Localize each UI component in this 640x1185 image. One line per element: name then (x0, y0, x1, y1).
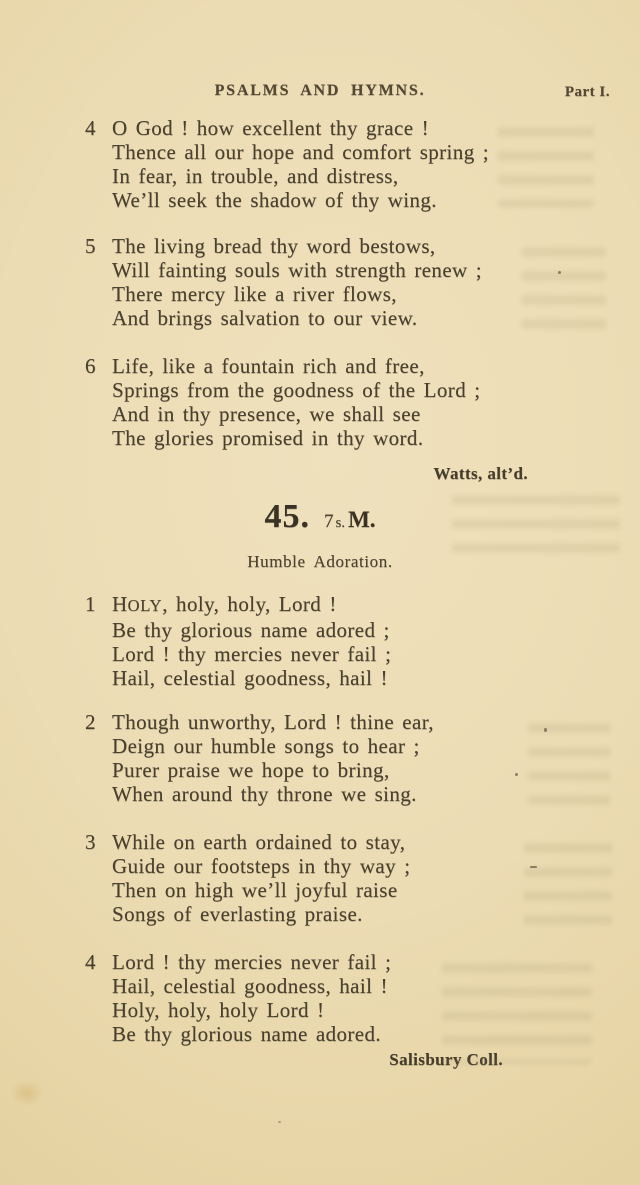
show-through-artifact (522, 240, 606, 332)
verse-line: O God ! how excellent thy grace ! (112, 116, 430, 140)
verse-number: 4 (85, 950, 96, 974)
prev-hymn-verse-6 (85, 354, 480, 450)
verse-line: Holy, holy, holy Lord ! (112, 998, 325, 1022)
verse-line: And brings salvation to our view. (112, 306, 418, 330)
verse-line-rest: , holy, holy, Lord ! (162, 592, 337, 616)
verse-line: Be thy glorious name adored. (112, 1022, 382, 1046)
verse-line: Lord ! thy mercies never fail ; (112, 950, 392, 974)
verse-line: Then on high we’ll joyful raise (112, 878, 398, 902)
prev-hymn-verse-4 (85, 116, 489, 212)
smallcaps-initial: H (112, 592, 128, 616)
verse-number: 5 (85, 234, 96, 258)
verse-number: 4 (85, 116, 96, 140)
verse-line: We’ll seek the shadow of thy wing. (112, 188, 437, 212)
ink-speck (515, 773, 518, 776)
show-through-artifact (498, 120, 594, 208)
verse-lines (112, 950, 391, 1046)
show-through-artifact (528, 716, 610, 814)
ink-speck (278, 1121, 281, 1123)
verse-lines (112, 830, 410, 926)
verse-line: Springs from the goodness of the Lord ; (112, 378, 481, 402)
verse-line: While on earth ordained to stay, (112, 830, 406, 854)
running-title: PSALMS AND HYMNS. (214, 82, 426, 99)
show-through-artifact (524, 836, 612, 934)
verse-line: And in thy presence, we shall see (112, 402, 421, 426)
hymn-verse-3 (85, 830, 410, 926)
attribution-salisbury: Salisbury Coll. (389, 1050, 503, 1069)
verse-line: When around thy throne we sing. (112, 782, 417, 806)
verse-line (112, 592, 391, 618)
attribution-watts: Watts, alt’d. (433, 464, 528, 483)
verse-line: In fear, in trouble, and distress, (112, 164, 399, 188)
verse-line: Guide our footsteps in thy way ; (112, 854, 411, 878)
verse-lines (112, 234, 482, 330)
hymn-number: 45. (264, 498, 310, 535)
verse-number: 6 (85, 354, 96, 378)
part-label: Part I. (564, 84, 610, 100)
meter-small: s. (335, 515, 346, 531)
verse-line: The living bread thy word bestows, (112, 234, 436, 258)
verse-line: Will fainting souls with strength renew ; (112, 258, 483, 282)
verse-lines (112, 592, 391, 690)
verse-line: Life, like a fountain rich and free, (112, 354, 425, 378)
smallcaps-rest: OLY (127, 596, 163, 615)
verse-lines (112, 116, 489, 212)
verse-line: Thence all our hope and comfort spring ; (112, 140, 489, 164)
verse-line: Purer praise we hope to bring, (112, 758, 390, 782)
prev-hymn-verse-5 (85, 234, 482, 330)
verse-line: Deign our humble songs to hear ; (112, 734, 420, 758)
verse-lines (112, 710, 434, 806)
verse-line: Hail, celestial goodness, hail ! (112, 974, 388, 998)
meter-numeral: 7 (323, 511, 334, 532)
verse-line: The glories promised in thy word. (112, 426, 424, 450)
verse-lines (112, 354, 480, 450)
ink-speck (544, 728, 547, 732)
verse-line: Songs of everlasting praise. (112, 902, 363, 926)
show-through-artifact (452, 488, 620, 560)
ink-speck (530, 866, 537, 868)
hymn-meter (323, 507, 376, 532)
hymn-title: Humble Adoration. (247, 552, 393, 571)
page-header (0, 82, 640, 104)
verse-line: Be thy glorious name adored ; (112, 618, 390, 642)
hymn-verse-4 (85, 950, 391, 1046)
verse-line: There mercy like a river flows, (112, 282, 397, 306)
hymn-verse-2 (85, 710, 434, 806)
verse-line: Though unworthy, Lord ! thine ear, (112, 710, 434, 734)
ink-speck (558, 271, 561, 274)
meter-letter: M. (348, 507, 376, 532)
verse-line: Lord ! thy mercies never fail ; (112, 642, 392, 666)
verse-number: 1 (85, 592, 96, 616)
show-through-artifact (442, 956, 592, 1064)
verse-line: Hail, celestial goodness, hail ! (112, 666, 388, 690)
verse-number: 2 (85, 710, 96, 734)
paper-stain (10, 1080, 44, 1106)
hymn-verse-1 (85, 592, 391, 690)
verse-number: 3 (85, 830, 96, 854)
